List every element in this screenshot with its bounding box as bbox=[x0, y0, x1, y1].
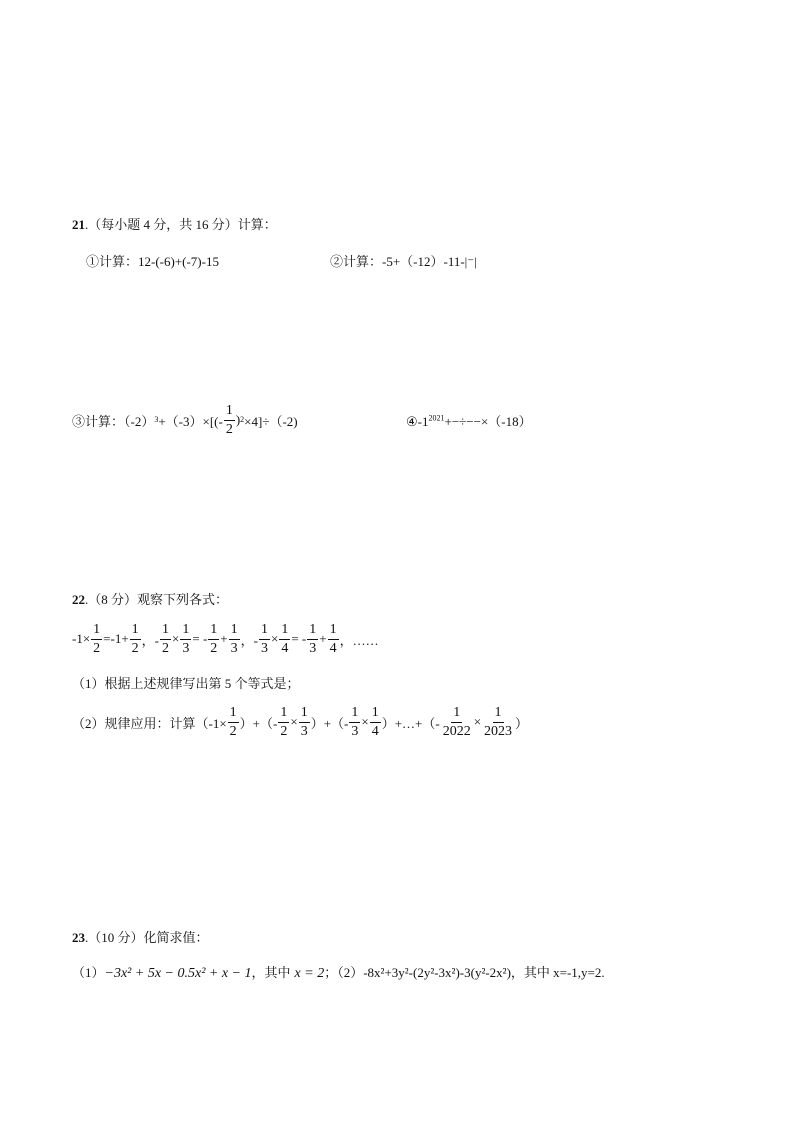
eq-text: + bbox=[220, 631, 228, 646]
eq-fraction bbox=[208, 623, 219, 656]
fraction-denominator: 2022 bbox=[442, 723, 471, 739]
eq-fraction bbox=[279, 623, 290, 656]
q23-part1-prefix: （1） bbox=[72, 965, 105, 980]
fraction-denominator: 3 bbox=[351, 723, 359, 739]
fraction-denominator: 2 bbox=[225, 421, 233, 437]
fraction-denominator: 2 bbox=[131, 640, 139, 656]
q23-part1-condition: x = 2 bbox=[294, 966, 325, 981]
fraction-denominator: 3 bbox=[300, 723, 308, 739]
q22-number: 22 bbox=[72, 592, 85, 607]
fraction-denominator: 2 bbox=[229, 723, 237, 739]
fraction-denominator: 2023 bbox=[484, 723, 513, 739]
q21-part4-end: +−÷−−×（-18） bbox=[444, 414, 532, 429]
fraction-numerator: 1 bbox=[224, 404, 235, 421]
fraction-numerator: 1 bbox=[228, 706, 239, 723]
q23-header bbox=[72, 927, 209, 946]
fraction-numerator: 1 bbox=[259, 623, 270, 640]
eq-fraction bbox=[180, 623, 191, 656]
fraction-denominator: 3 bbox=[260, 640, 268, 656]
eq-fraction bbox=[299, 706, 310, 739]
fraction-numerator: 1 bbox=[328, 623, 339, 640]
q22-header bbox=[72, 589, 228, 608]
eq-text: ）+（- bbox=[239, 715, 278, 731]
fraction-numerator: 1 bbox=[279, 623, 290, 640]
fraction-numerator: 1 bbox=[278, 706, 289, 723]
eq-text: + bbox=[319, 631, 327, 646]
fraction-denominator: 2 bbox=[210, 640, 218, 656]
q21-part4-prefix: ④-1 bbox=[406, 414, 429, 429]
fraction-numerator: 1 bbox=[307, 623, 318, 640]
eq-text: × bbox=[290, 714, 298, 729]
eq-fraction bbox=[349, 706, 360, 739]
fraction-numerator: 1 bbox=[451, 706, 462, 723]
fraction-numerator: 1 bbox=[493, 706, 504, 723]
eq-text: × bbox=[172, 631, 180, 646]
fraction-denominator: 4 bbox=[281, 640, 289, 656]
q22-header-text: .（8 分）观察下列各式： bbox=[85, 592, 229, 607]
q21-header bbox=[72, 214, 277, 233]
q21-header-text: .（每小题 4 分，共 16 分）计算： bbox=[85, 217, 277, 232]
fraction-denominator: 2 bbox=[280, 723, 288, 739]
eq-text: ，- bbox=[141, 632, 160, 648]
eq-fraction bbox=[91, 623, 102, 656]
eq-fraction bbox=[160, 623, 171, 656]
q21-part4-exp: 2021 bbox=[428, 413, 445, 423]
eq-text: （2）规律应用：计算（-1× bbox=[72, 715, 227, 731]
eq-fraction bbox=[259, 623, 270, 656]
q21-part1: ①计算：12-(-6)+(-7)-15 bbox=[86, 254, 219, 269]
eq-fraction bbox=[130, 623, 141, 656]
fraction-denominator: 3 bbox=[309, 640, 317, 656]
fraction-numerator: 1 bbox=[370, 706, 381, 723]
eq-fraction bbox=[482, 706, 514, 739]
q21-part3: ③计算：（-2） 3 +（-3）×[(- $\frac{1}{2}$ ) 2 ×4]÷（-2) bbox=[72, 402, 298, 437]
q23-separator: ；（2） bbox=[324, 965, 364, 980]
eq-fraction bbox=[370, 706, 381, 739]
fraction-denominator: 3 bbox=[182, 640, 190, 656]
fraction-numerator: 1 bbox=[160, 623, 171, 640]
q21-part3-mid2: ) bbox=[235, 412, 241, 427]
fraction-numerator: 1 bbox=[130, 623, 141, 640]
eq-text: = - bbox=[291, 631, 307, 646]
eq-text: × bbox=[361, 714, 369, 729]
q21-part2 bbox=[330, 251, 477, 270]
eq-fraction bbox=[228, 706, 239, 739]
q21-part3-prefix: ③计算：（-2） bbox=[72, 413, 155, 429]
q22-part2 bbox=[72, 702, 528, 742]
fraction-denominator: 2 bbox=[162, 640, 170, 656]
q23-header-text: .（10 分）化简求值： bbox=[85, 930, 209, 945]
eq-fraction bbox=[278, 706, 289, 739]
q21-part4 bbox=[406, 411, 532, 430]
q21-number: 21 bbox=[72, 217, 85, 232]
q21-part2-text: ②计算：-5+（-12）-11-| bbox=[330, 254, 468, 269]
eq-fraction bbox=[307, 623, 318, 656]
fraction-numerator: 1 bbox=[208, 623, 219, 640]
fraction-denominator: 2 bbox=[93, 640, 101, 656]
fraction-numerator: 1 bbox=[229, 623, 240, 640]
eq-text: ）+…+（- bbox=[381, 715, 440, 731]
fraction-denominator: 4 bbox=[371, 723, 379, 739]
q23-part1-expression: −3x² + 5x − 0.5x² + x − 1 bbox=[104, 966, 252, 981]
fraction-numerator: 1 bbox=[180, 623, 191, 640]
eq-text: ）+（- bbox=[310, 715, 349, 731]
eq-text: ） bbox=[515, 715, 529, 731]
q23-number: 23 bbox=[72, 930, 85, 945]
q21-part2-end: ⁻| bbox=[467, 254, 477, 269]
eq-text: ，…… bbox=[339, 632, 379, 648]
eq-text: = - bbox=[192, 631, 208, 646]
fraction-numerator: 1 bbox=[91, 623, 102, 640]
eq-text: × bbox=[473, 714, 482, 729]
eq-text: × bbox=[270, 631, 279, 646]
fraction-numerator: 1 bbox=[299, 706, 310, 723]
fraction-denominator: 4 bbox=[329, 640, 337, 656]
q21-part3-mid1: +（-3）×[(- bbox=[158, 413, 223, 429]
q21-part3-fraction bbox=[224, 404, 235, 437]
eq-fraction bbox=[328, 623, 339, 656]
eq-text: -1× bbox=[72, 631, 91, 646]
eq-fraction bbox=[441, 706, 473, 739]
eq-text: =-1+ bbox=[103, 631, 129, 646]
fraction-numerator: 1 bbox=[349, 706, 360, 723]
eq-text: ，- bbox=[240, 632, 258, 648]
q23-parts bbox=[72, 962, 605, 982]
q23-part1-mid: ，其中 bbox=[251, 965, 291, 980]
q22-equations bbox=[72, 619, 379, 659]
eq-fraction bbox=[229, 623, 240, 656]
fraction-denominator: 3 bbox=[230, 640, 238, 656]
q22-part1: （1）根据上述规律写出第 5 个等式是； bbox=[72, 676, 300, 691]
q23-part2-expression: -8x²+3y²-(2y²-3x²)-3(y²-2x²)，其中 x=-1,y=2. bbox=[363, 965, 605, 980]
q21-part3-end: ×4]÷（-2) bbox=[244, 413, 298, 429]
